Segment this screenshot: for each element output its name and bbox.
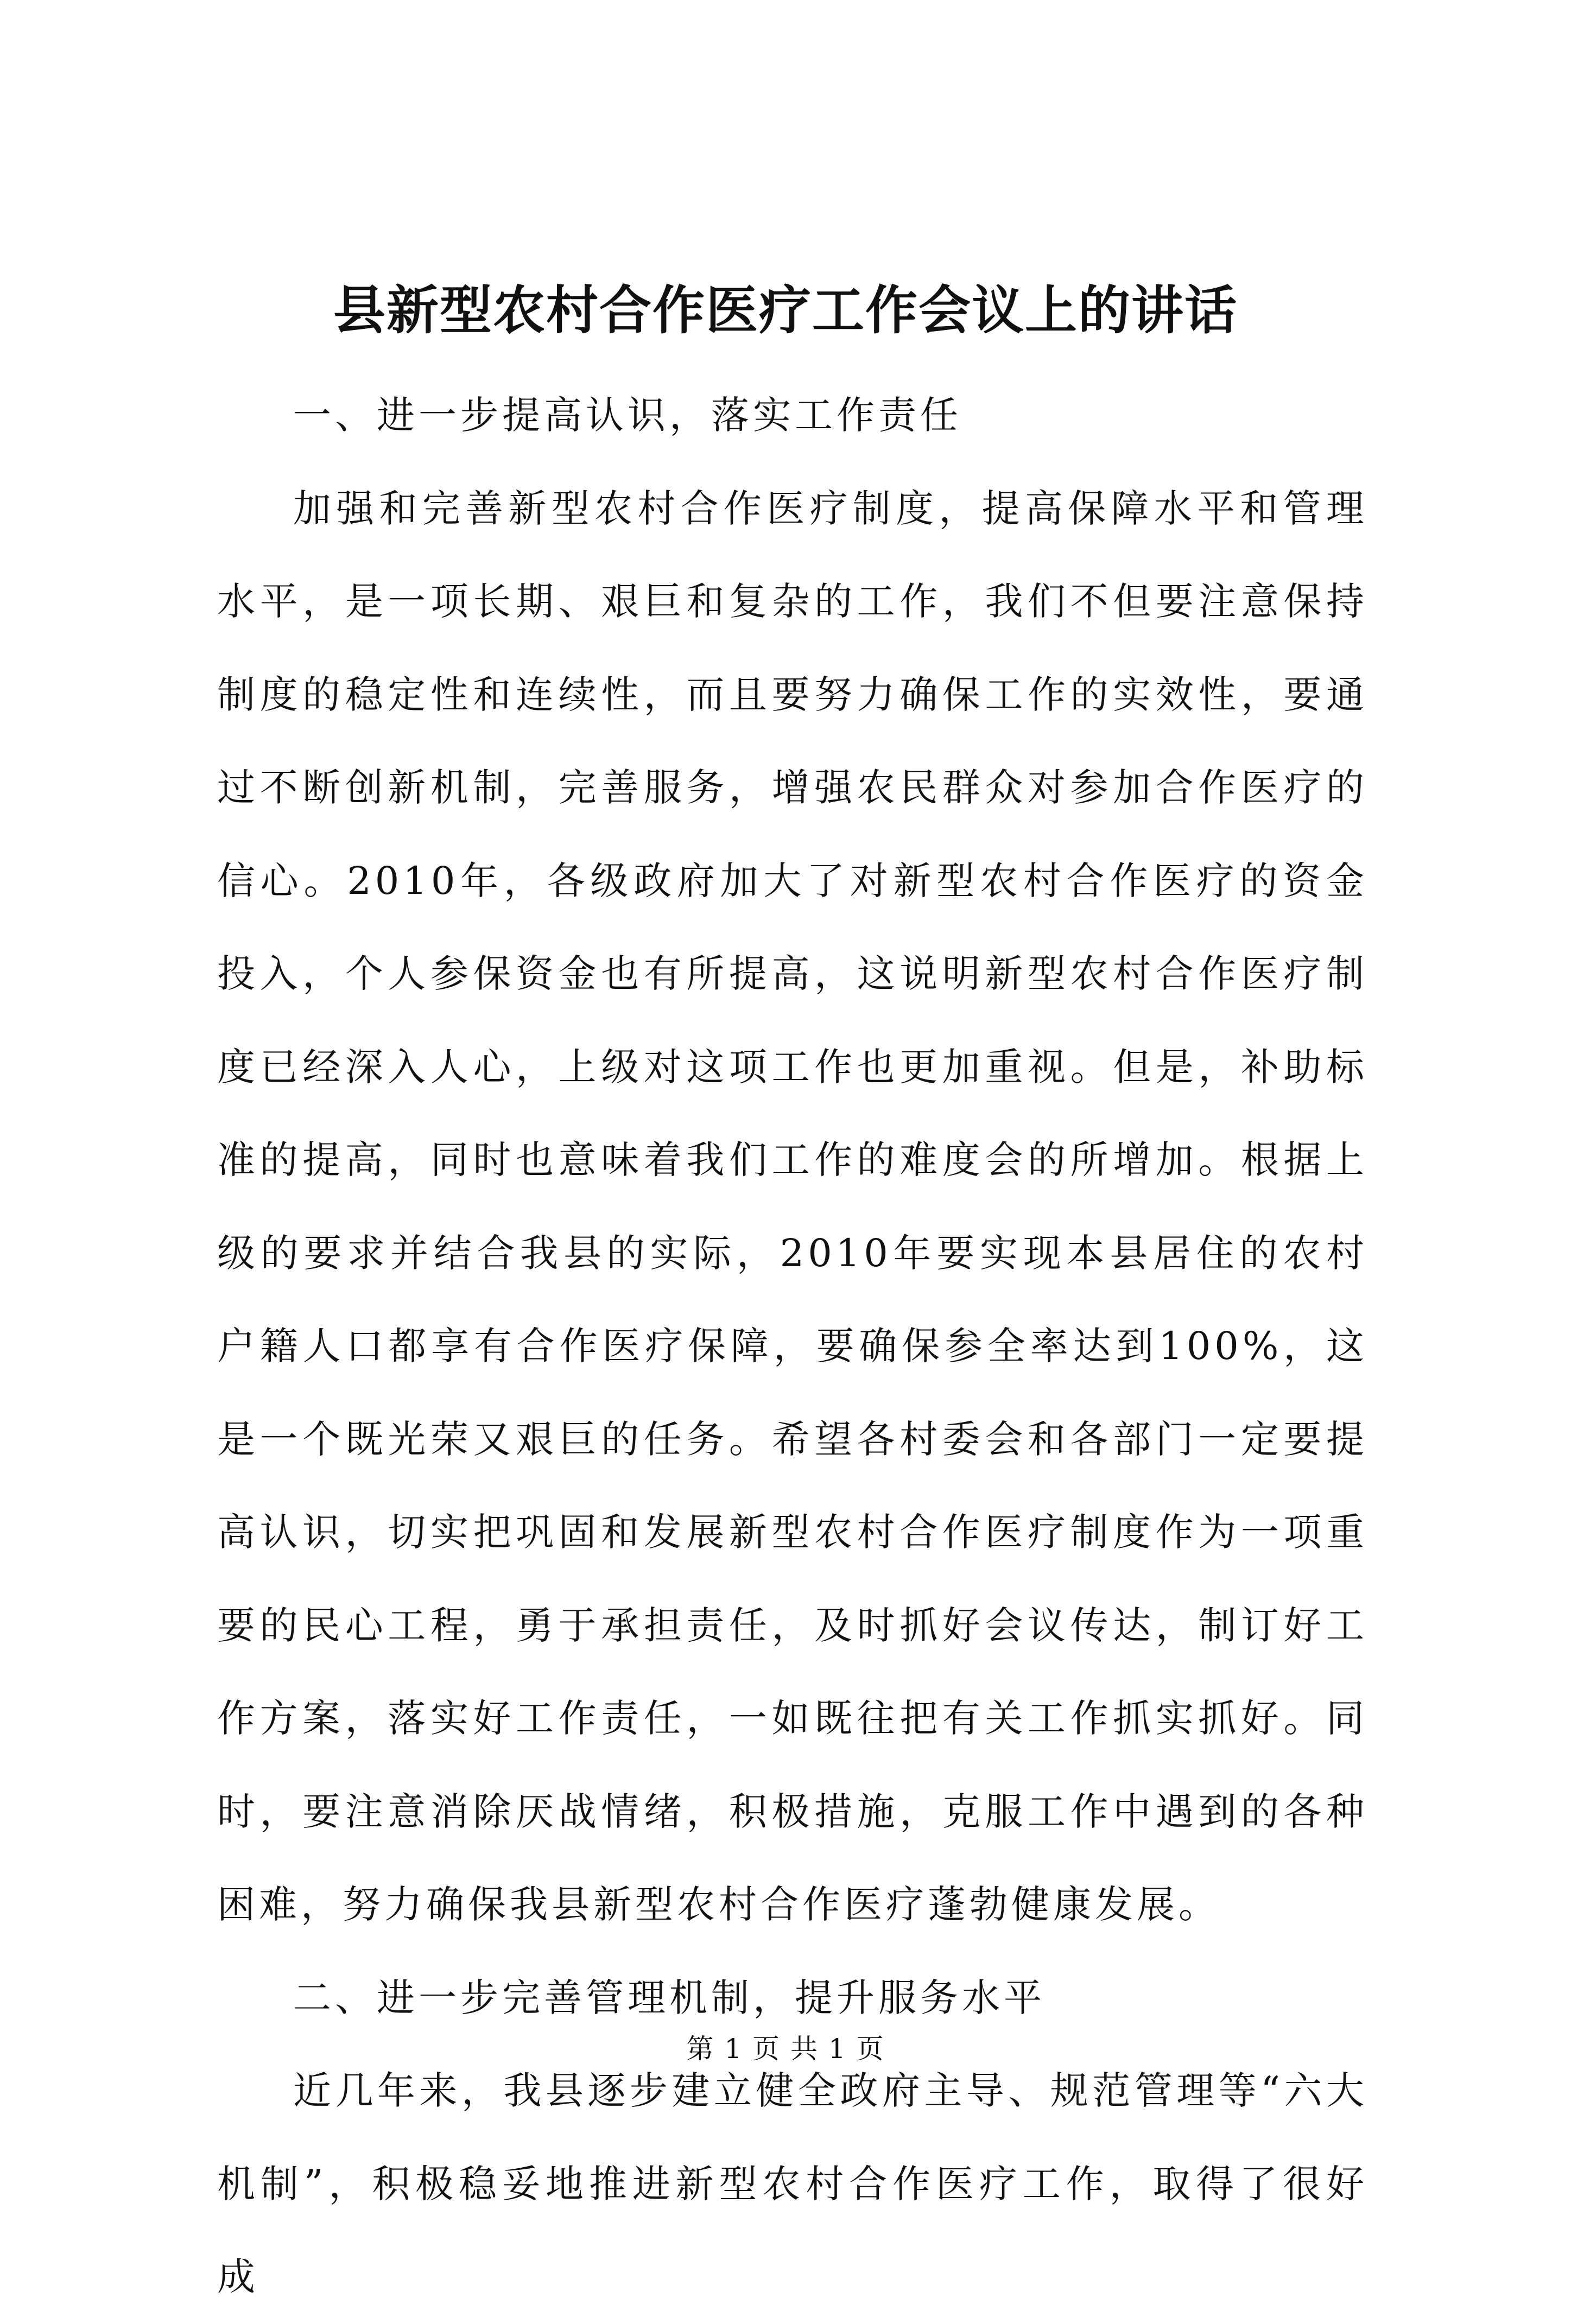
section-heading-2: 二、进一步完善管理机制，提升服务水平 [293,1975,1046,2020]
section-heading-1: 一、进一步提高认识，落实工作责任 [293,393,962,437]
document-title: 县新型农村合作医疗工作会议上的讲话 [333,280,1238,341]
section-paragraph-2: 近几年来，我县逐步建立健全政府主导、规范管理等“六大机制”，积极稳妥地推进新型农村合作医疗工作，取得了很好成 [217,2068,1368,2299]
section-paragraph-1: 加强和完善新型农村合作医疗制度，提高保障水平和管理水平，是一项长期、艰巨和复杂的工作，我们不但要注意保持制度的稳定性和连续性，而且要努力确保工作的实效性，要通过不断创新机制，完善服务，增强农民群众对参加合作医疗的信心。2010年，各级政府加大了对新型农村合作医疗的资金投入，个人参保资金也有所提高，这说明新型农村合作医疗制度已经深入人心，上级对这项工作也更加重视。但是，补助标准的提高，同时也意味着我们工作的难度会的所增加。根据上级的要求并结合我县的实际，2010年要实现本县居住的农村户籍人口都享有合作医疗保障，要确保参全率达到100%，这是一个既光荣又艰巨的任务。希望各村委会和各部门一定要提高认识，切实把巩固和发展新型农村合作医疗制度作为一项重要的民心工程，勇于承担责任，及时抓好会议传达，制订好工作方案，落实好工作责任，一如既往把有关工作抓实抓好。同时，要注意消除厌战情绪，积极措施，克服工作中遇到的各种困难，努力确保我县新型农村合作医疗蓬勃健康发展。 [217,486,1368,1927]
page-footer: 第 1 页 共 1 页 [686,2033,885,2065]
